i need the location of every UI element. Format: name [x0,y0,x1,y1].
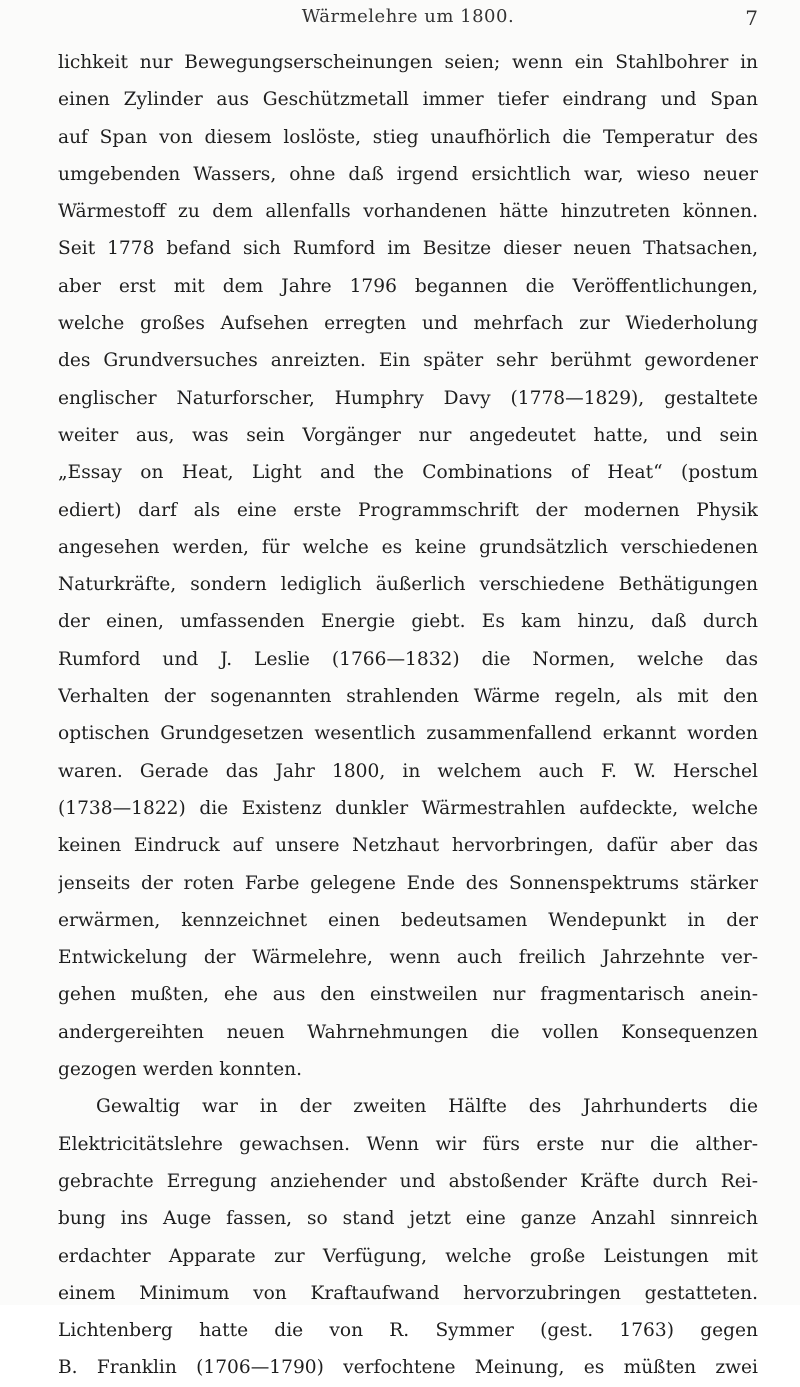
page-number: 7 [745,6,758,30]
paragraph-end-line: gezogen werden konnten. [58,1059,303,1081]
paragraph-start-line: Gewaltig war in der zweiten Hälfte des Jahrhunderts die [96,1096,758,1118]
text-line: Seit 1778 befand sich Rumford im Besitze dieser neuen Thatsachen, [58,238,758,260]
text-line: Entwickelung der Wärmelehre, wenn auch freilich Jahrzehnte ver- [58,947,758,969]
text-line: welche großes Aufsehen erregten und mehrfach zur Wiederholung [58,313,758,335]
text-line: B. Franklin (1706—1790) verfochtene Meinung, es müßten zwei [58,1357,758,1379]
text-line: waren. Gerade das Jahr 1800, in welchem auch F. W. Herschel [58,760,758,782]
text-line: jenseits der roten Farbe gelegene Ende des Sonnenspektrums stärker [58,872,758,894]
text-line: andergereihten neuen Wahrnehmungen die vollen Konsequenzen [58,1021,758,1043]
text-line: umgebenden Wassers, ohne daß irgend ersichtlich war, wieso neuer [58,163,758,185]
text-line: angesehen werden, für welche es keine grundsätzlich verschiedenen [58,536,758,558]
running-title: Wärmelehre um 1800. [301,6,515,27]
text-line: einen Zylinder aus Geschützmetall immer tiefer eindrang und Span [58,89,758,111]
text-line: Rumford und J. Leslie (1766—1832) die Normen, welche das [58,648,758,670]
running-head [58,6,758,36]
text-line: „Essay on Heat, Light and the Combinations of Heat“ (postum [58,462,758,484]
text-line: Wärmestoff zu dem allenfalls vorhandenen hätte hinzutreten können. [58,201,758,223]
text-line: keinen Eindruck auf unsere Netzhaut hervorbringen, dafür aber das [58,835,758,857]
body-text [58,44,758,1387]
text-line: weiter aus, was sein Vorgänger nur angedeutet hatte, und sein [58,424,758,446]
text-line: des Grundversuches anreizten. Ein später sehr berühmt gewordener [58,350,758,372]
text-line: optischen Grundgesetzen wesentlich zusammenfallend erkannt worden [58,723,758,745]
text-line: Elektricitätslehre gewachsen. Wenn wir fürs erste nur die alther- [58,1133,758,1155]
text-line: erwärmen, kennzeichnet einen bedeutsamen Wendepunkt in der [58,909,758,931]
text-line: englischer Naturforscher, Humphry Davy (1778—1829), gestaltete [58,387,758,409]
text-line: Naturkräfte, sondern lediglich äußerlich verschiedene Bethätigungen [58,574,758,596]
text-line: lichkeit nur Bewegungserscheinungen seien; wenn ein Stahlbohrer in [58,52,758,73]
text-line: ediert) darf als eine erste Programmschrift der modernen Physik [58,499,758,521]
text-line: aber erst mit dem Jahre 1796 begannen die Veröffentlichungen, [58,275,758,297]
text-line: Lichtenberg hatte die von R. Symmer (gest. 1763) gegen [58,1320,758,1342]
text-line: bung ins Auge fassen, so stand jetzt eine ganze Anzahl sinnreich [58,1208,758,1230]
text-line: erdachter Apparate zur Verfügung, welche große Leistungen mit [58,1245,758,1267]
text-line: gehen mußten, ehe aus den einstweilen nur fragmentarisch anein- [58,984,758,1006]
text-line: Verhalten der sogenannten strahlenden Wärme regeln, als mit den [58,686,758,708]
text-line: der einen, umfassenden Energie giebt. Es kam hinzu, daß durch [58,611,758,633]
text-line: einem Minimum von Kraftaufwand hervorzubringen gestatteten. [58,1282,758,1304]
text-line: gebrachte Erregung anziehender und abstoßender Kräfte durch Rei- [58,1170,758,1192]
text-line: (1738—1822) die Existenz dunkler Wärmestrahlen aufdeckte, welche [58,797,758,819]
text-line: auf Span von diesem loslöste, stieg unaufhörlich die Temperatur des [58,126,758,148]
